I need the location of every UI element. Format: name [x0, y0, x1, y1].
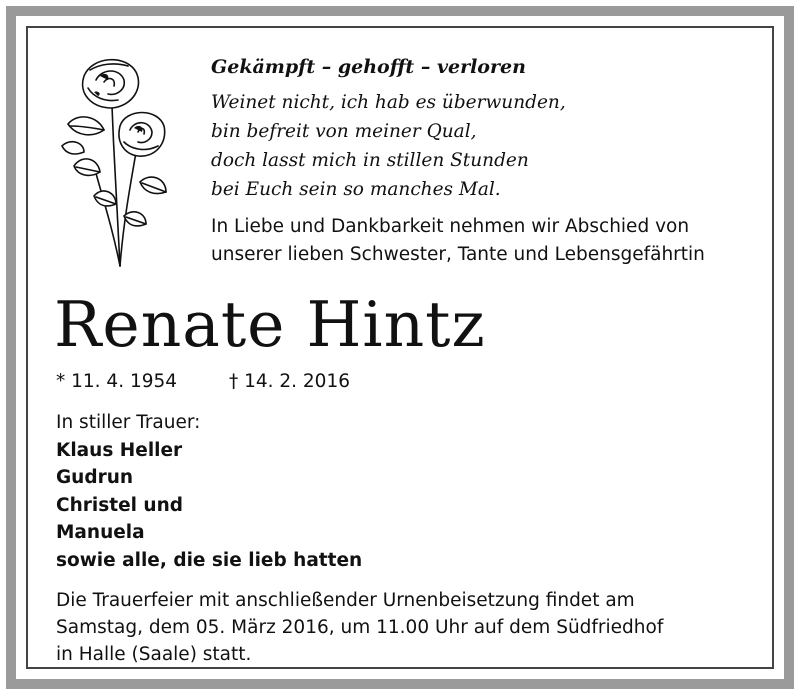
funeral-line: Die Trauerfeier mit anschließender Urnenbeisetzung findet am — [56, 590, 635, 611]
poem-line: bin befreit von meiner Qual, — [211, 121, 477, 142]
poem — [211, 88, 566, 204]
mourner-name: sowie alle, die sie lieb hatten — [56, 549, 363, 571]
death-date: † 14. 2. 2016 — [228, 371, 350, 392]
mourner-name: Manuela — [56, 522, 145, 543]
obituary-frame — [6, 6, 794, 689]
intro-line: In Liebe und Dankbarkeit nehmen wir Abschied von — [211, 216, 690, 237]
obituary-card — [26, 26, 774, 669]
life-dates — [56, 371, 350, 392]
mourners-block — [56, 409, 362, 574]
poem-line: bei Euch sein so manches Mal. — [211, 179, 501, 200]
mourner-name: Gudrun — [56, 467, 134, 488]
farewell-intro — [211, 213, 705, 269]
funeral-notice — [56, 587, 663, 668]
birth-date: * 11. 4. 1954 — [56, 371, 178, 392]
funeral-line: Samstag, dem 05. März 2016, um 11.00 Uhr auf dem Südfriedhof — [56, 617, 664, 638]
poem-line: Weinet nicht, ich hab es überwunden, — [211, 92, 566, 113]
intro-line: unserer lieben Schwester, Tante und Lebensgefährtin — [211, 244, 705, 265]
mourner-name: Christel und — [56, 494, 183, 516]
mourners-intro: In stiller Trauer: — [56, 412, 201, 433]
roses-illustration-icon — [54, 46, 174, 271]
headline: Gekämpft – gehofft – verloren — [211, 56, 526, 78]
poem-line: doch lasst mich in stillen Stunden — [211, 150, 529, 171]
mourner-name: Klaus Heller — [56, 439, 183, 461]
funeral-line: in Halle (Saale) statt. — [56, 644, 252, 665]
deceased-name: Renate Hintz — [54, 288, 486, 361]
